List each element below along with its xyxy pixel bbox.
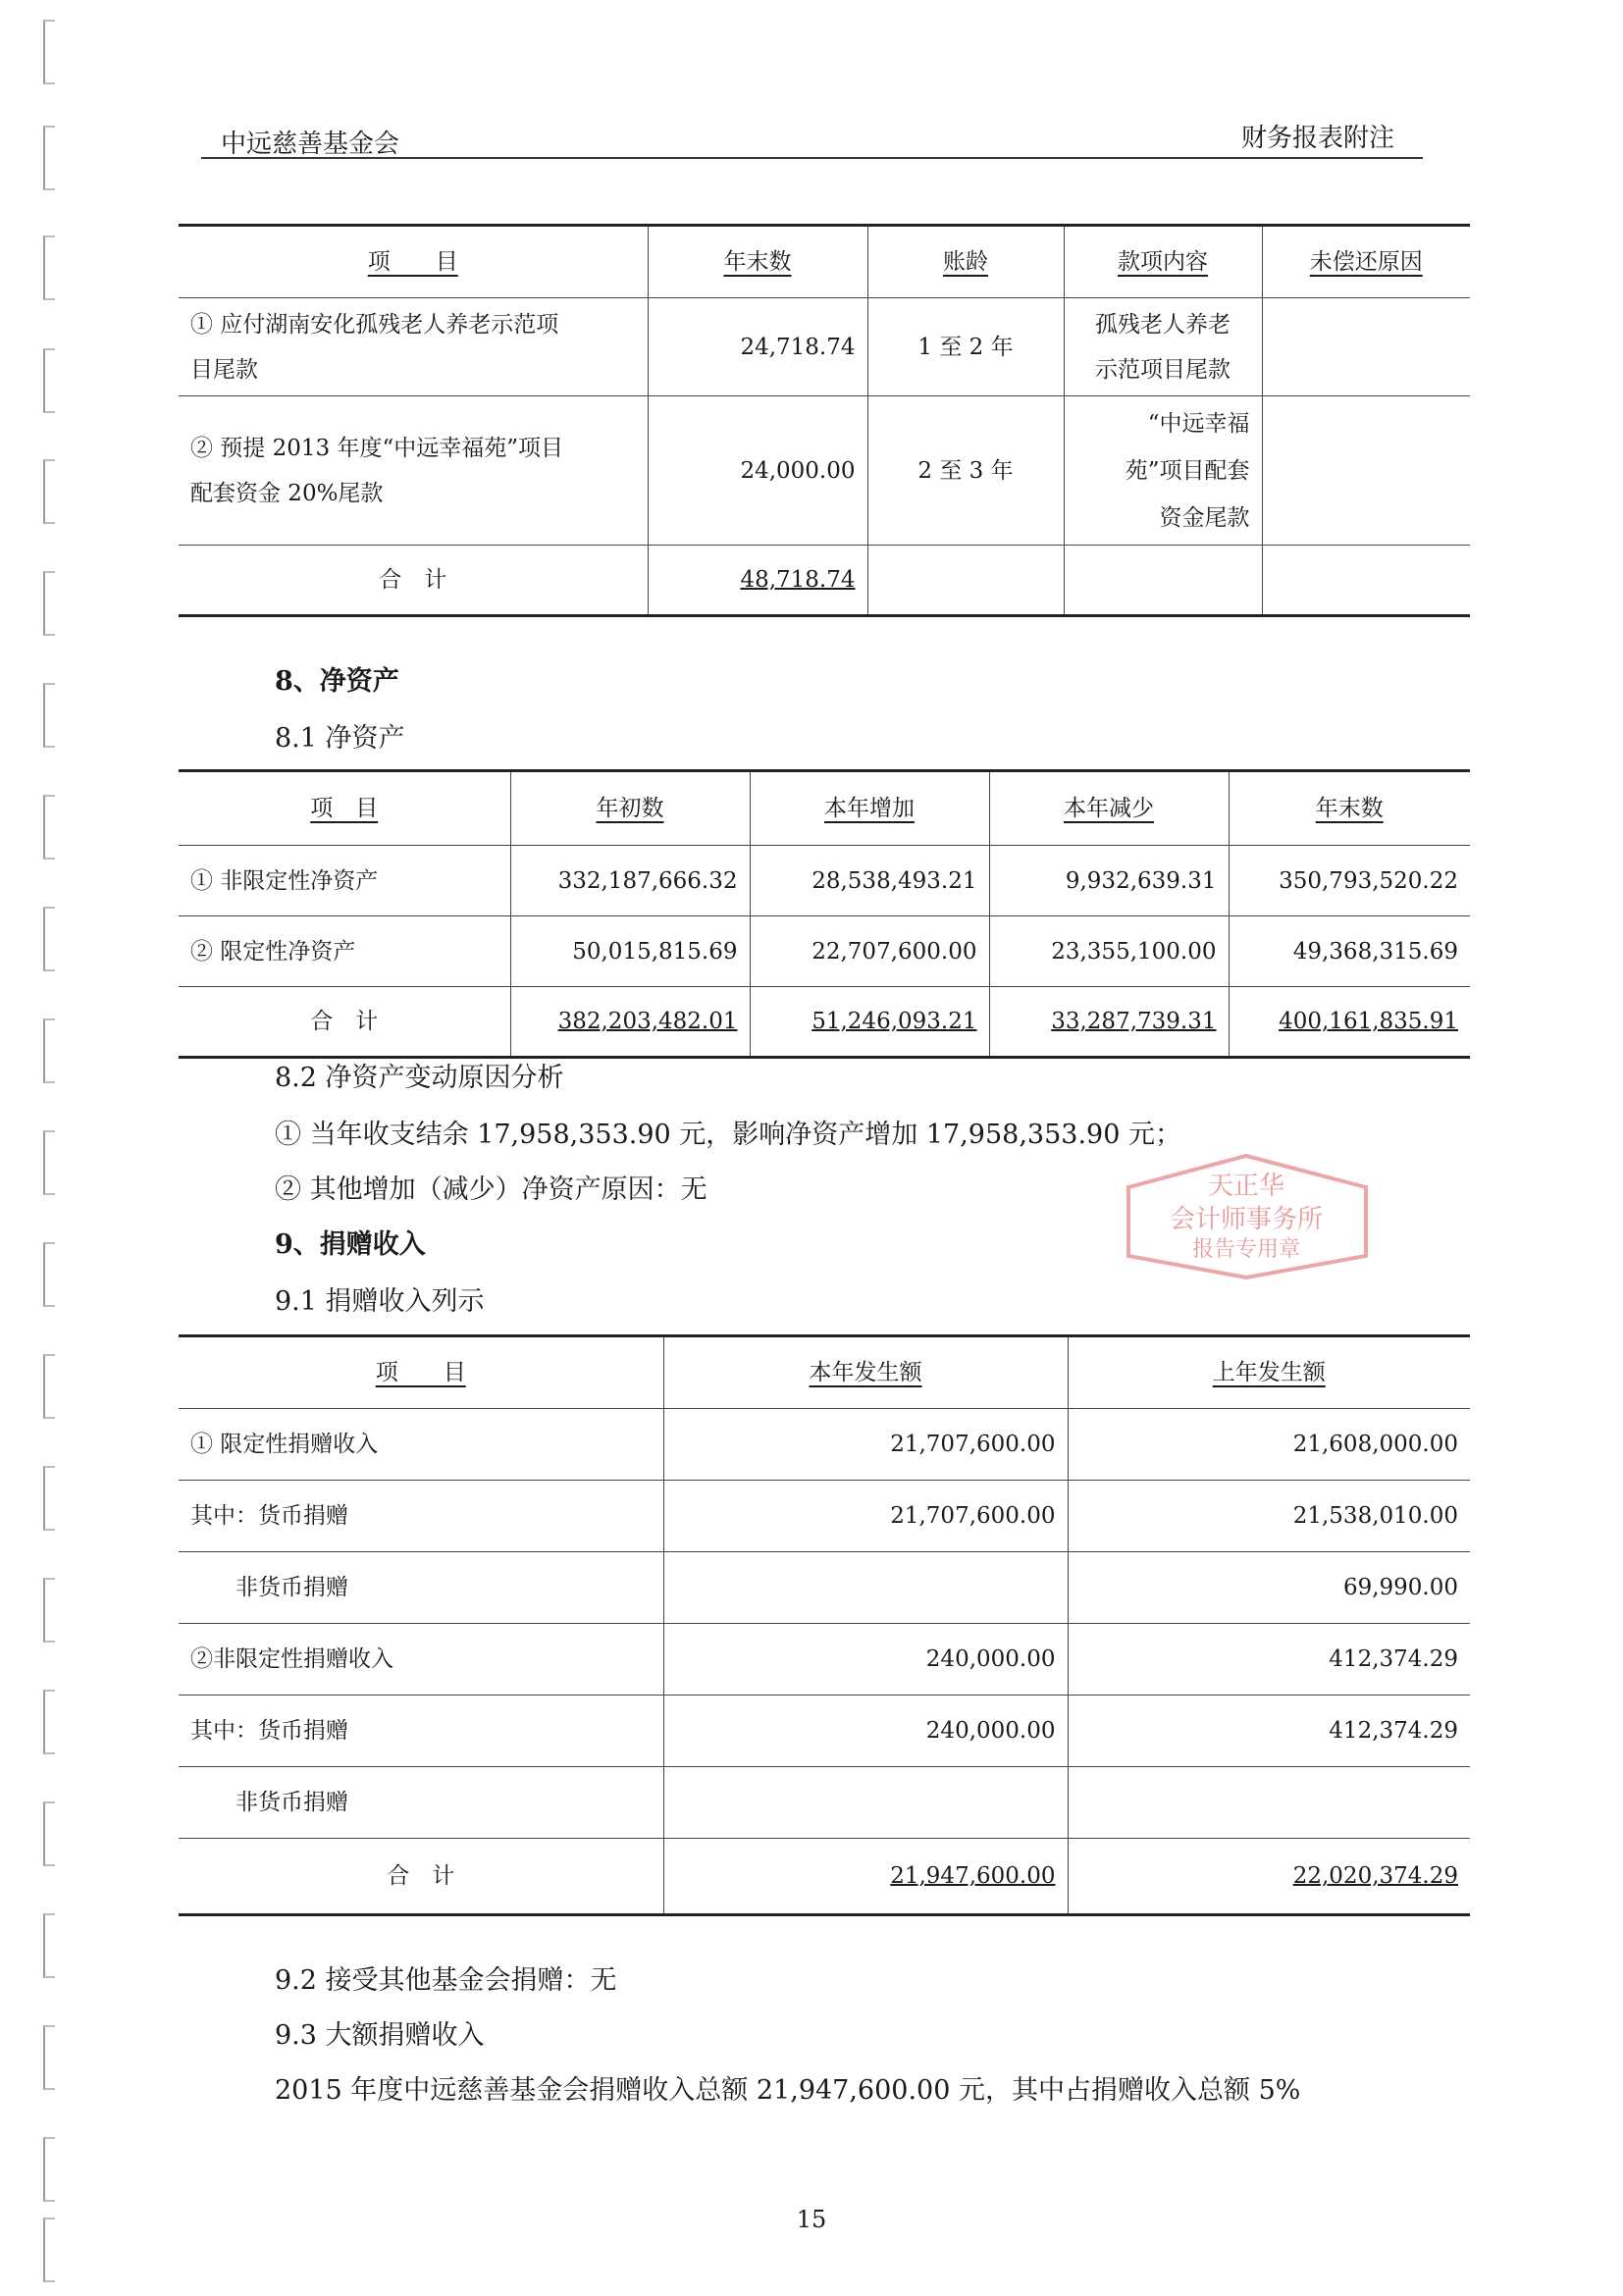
table-header-row	[179, 226, 1470, 298]
binder-hole	[43, 1354, 55, 1419]
row-end: 350,793,520.22	[1229, 846, 1470, 916]
binder-hole	[43, 235, 55, 300]
total-end: 400,161,835.91	[1279, 1009, 1458, 1034]
row-item: 非货币捐赠	[179, 1552, 663, 1624]
row-current: 240,000.00	[663, 1624, 1068, 1696]
row-begin: 50,015,815.69	[510, 916, 750, 987]
section-8-2-line1: ① 当年收支结余 17,958,353.90 元，影响净资产增加 17,958,353.90 元；	[275, 1120, 1181, 1150]
col-header-current: 本年发生额	[809, 1360, 922, 1385]
binder-hole	[43, 1018, 55, 1083]
row-item-line: ① 应付湖南安化孤残老人养老示范项	[190, 311, 559, 338]
stamp-line: 会计师事务所	[1169, 1205, 1323, 1234]
row-decrease: 23,355,100.00	[989, 916, 1229, 987]
binder-hole	[43, 795, 55, 860]
table-row	[179, 298, 1470, 396]
row-item: 其中：货币捐赠	[179, 1481, 663, 1552]
col-header-decrease: 本年减少	[1064, 796, 1154, 821]
row-prior: 21,608,000.00	[1068, 1409, 1470, 1481]
table-row	[179, 1481, 1470, 1552]
row-end: 49,368,315.69	[1229, 916, 1470, 987]
table-row	[179, 1767, 1470, 1839]
row-reason	[1262, 298, 1470, 396]
col-header-end: 年末数	[1315, 796, 1384, 821]
section-9-3-line1: 2015 年度中远慈善基金会捐赠收入总额 21,947,600.00 元，其中占捐赠收入总额 5%	[275, 2075, 1301, 2106]
section-9-3-title: 9.3 大额捐赠收入	[275, 2020, 485, 2051]
row-content-line: 示范项目尾款	[1095, 356, 1230, 383]
stamp-line: 报告专用章	[1191, 1237, 1300, 1262]
total-current: 21,947,600.00	[890, 1863, 1056, 1889]
binder-hole	[43, 1466, 55, 1531]
total-decrease: 33,287,739.31	[1051, 1009, 1217, 1034]
table-row	[179, 1552, 1470, 1624]
row-prior: 69,990.00	[1068, 1552, 1470, 1624]
binder-hole	[43, 20, 55, 84]
col-header-begin: 年初数	[596, 796, 664, 821]
total-prior: 22,020,374.29	[1292, 1863, 1458, 1889]
section-8-1-title: 8.1 净资产	[275, 723, 405, 754]
table-header-row	[179, 1336, 1470, 1409]
row-prior: 412,374.29	[1068, 1624, 1470, 1696]
row-current	[663, 1552, 1068, 1624]
stamp-line: 天正华	[1207, 1172, 1284, 1201]
row-prior: 412,374.29	[1068, 1696, 1470, 1767]
row-content-line: 孤残老人养老	[1095, 311, 1230, 338]
section-8-2-title: 8.2 净资产变动原因分析	[275, 1063, 564, 1093]
binder-hole	[43, 2137, 55, 2202]
total-label: 合 计	[179, 1839, 663, 1915]
row-age: 2 至 3 年	[867, 396, 1064, 546]
row-prior	[1068, 1767, 1470, 1839]
binder-hole	[43, 1130, 55, 1195]
table-row	[179, 916, 1470, 987]
row-decrease: 9,932,639.31	[989, 846, 1229, 916]
binder-hole	[43, 348, 55, 413]
binder-hole	[43, 1913, 55, 1978]
row-item-line: 目尾款	[190, 356, 258, 383]
table-row	[179, 846, 1470, 916]
auditor-seal-stamp	[1109, 1148, 1384, 1285]
row-content-line: 资金尾款	[1159, 504, 1250, 531]
table-header-row	[179, 771, 1470, 846]
table-total-row	[179, 1839, 1470, 1915]
payable-table	[179, 224, 1470, 617]
section-9-heading: 9、捐赠收入	[275, 1229, 426, 1260]
header-rule	[201, 157, 1423, 159]
col-header-age: 账龄	[943, 249, 988, 275]
total-amount: 48,718.74	[740, 567, 856, 593]
row-amount: 24,000.00	[648, 396, 867, 546]
row-content-line: 苑”项目配套	[1125, 457, 1250, 484]
col-header-prior: 上年发生额	[1212, 1360, 1326, 1385]
row-item: 非货币捐赠	[179, 1767, 663, 1839]
row-item: ②非限定性捐赠收入	[179, 1624, 663, 1696]
row-item: ① 非限定性净资产	[179, 846, 510, 916]
binder-hole	[43, 459, 55, 524]
binder-hole	[43, 2025, 55, 2090]
binder-margin	[0, 0, 69, 2296]
binder-hole	[43, 907, 55, 971]
col-header-item: 项 目	[367, 249, 458, 275]
total-label: 合 计	[179, 987, 510, 1058]
donation-income-table	[179, 1334, 1470, 1916]
page-number: 15	[796, 2206, 827, 2233]
net-assets-table	[179, 769, 1470, 1059]
binder-hole	[43, 1242, 55, 1307]
section-8-heading: 8、净资产	[275, 666, 399, 697]
section-9-2-title: 9.2 接受其他基金会捐赠：无	[275, 1965, 617, 1996]
section-9-1-title: 9.1 捐赠收入列示	[275, 1286, 485, 1317]
row-item: ① 限定性捐赠收入	[179, 1409, 663, 1481]
row-current: 21,707,600.00	[663, 1481, 1068, 1552]
table-row	[179, 396, 1470, 546]
row-reason	[1262, 396, 1470, 546]
binder-hole	[43, 1690, 55, 1754]
col-header-amount: 年末数	[723, 249, 792, 275]
row-increase: 28,538,493.21	[750, 846, 989, 916]
row-prior: 21,538,010.00	[1068, 1481, 1470, 1552]
row-increase: 22,707,600.00	[750, 916, 989, 987]
total-begin: 382,203,482.01	[557, 1009, 738, 1034]
table-row	[179, 1696, 1470, 1767]
col-header-item: 项 目	[310, 796, 379, 821]
header-section: 财务报表附注	[1241, 124, 1395, 153]
binder-hole	[43, 1578, 55, 1643]
row-content-line: “中远幸福	[1147, 410, 1250, 437]
row-item: 其中：货币捐赠	[179, 1696, 663, 1767]
row-item-line: 配套资金 20%尾款	[190, 480, 384, 506]
row-current: 240,000.00	[663, 1696, 1068, 1767]
table-total-row	[179, 546, 1470, 616]
row-item-line: ② 预提 2013 年度“中远幸福苑”项目	[190, 435, 563, 461]
binder-hole	[43, 1801, 55, 1866]
row-current	[663, 1767, 1068, 1839]
table-total-row	[179, 987, 1470, 1058]
col-header-item: 项 目	[375, 1360, 466, 1385]
total-increase: 51,246,093.21	[812, 1009, 977, 1034]
total-label: 合 计	[179, 546, 648, 616]
header-org: 中远慈善基金会	[221, 130, 400, 159]
col-header-increase: 本年增加	[824, 796, 915, 821]
row-amount: 24,718.74	[648, 298, 867, 396]
binder-hole	[43, 126, 55, 190]
row-item: ② 限定性净资产	[179, 916, 510, 987]
table-row	[179, 1409, 1470, 1481]
table-row	[179, 1624, 1470, 1696]
row-current: 21,707,600.00	[663, 1409, 1068, 1481]
row-begin: 332,187,666.32	[510, 846, 750, 916]
col-header-reason: 未偿还原因	[1309, 249, 1423, 275]
row-age: 1 至 2 年	[867, 298, 1064, 396]
section-8-2-line2: ② 其他增加（减少）净资产原因：无	[275, 1174, 707, 1205]
binder-hole	[43, 571, 55, 636]
col-header-content: 款项内容	[1118, 249, 1208, 275]
binder-hole	[43, 683, 55, 748]
